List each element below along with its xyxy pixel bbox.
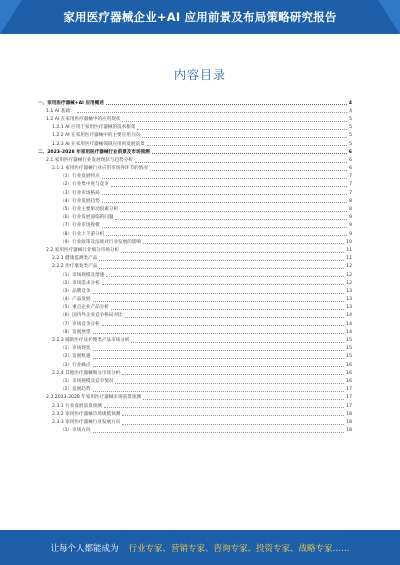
toc-entry-label: 1.2.1 AI 应用于家用医疗器械的技术框架 xyxy=(52,125,136,131)
toc-entry-page: 12 xyxy=(346,280,352,286)
toc-leader-dots xyxy=(120,210,347,212)
toc-entry-label: （2）发展机遇 xyxy=(60,354,91,360)
toc-entry[interactable] xyxy=(38,221,352,229)
toc-entry-page: 13 xyxy=(346,297,352,303)
toc-entry-label: 2.1 家用医疗器械行业发展现状与趋势分析 xyxy=(46,157,133,163)
toc-entry-page: 17 xyxy=(346,403,352,409)
toc-entry-label: （5）重点企业产品分析 xyxy=(60,305,109,311)
toc-entry-page: 15 xyxy=(346,354,352,360)
toc-entry[interactable] xyxy=(38,352,352,360)
toc-entry-page: 5 xyxy=(349,133,352,139)
toc-entry-label: 二、2023-2028 年家用医疗器械行业前景及市场预测 xyxy=(38,149,150,155)
toc-entry[interactable] xyxy=(38,188,352,196)
toc-leader-dots xyxy=(106,234,347,236)
toc-entry-label: （6）国内外企业竞争格局对比 xyxy=(60,313,123,319)
toc-entry[interactable] xyxy=(38,147,352,155)
toc-entry-label: （3）行业市场格局 xyxy=(60,190,100,196)
toc-entry-label: 1.1 AI 基础： xyxy=(46,108,75,114)
toc-entry-page: 12 xyxy=(346,272,352,278)
toc-leader-dots xyxy=(93,349,345,351)
toc-leader-dots xyxy=(143,398,344,400)
toc-entry-label: （8）行业上下游分析 xyxy=(60,231,105,237)
toc-entry[interactable] xyxy=(38,295,352,303)
toc-entry-page: 7 xyxy=(349,190,352,196)
toc-entry[interactable] xyxy=(38,327,352,335)
toc-entry-page: 8 xyxy=(349,207,352,213)
toc-entry[interactable] xyxy=(38,237,352,245)
toc-entry[interactable] xyxy=(38,319,352,327)
toc-entry-page: 18 xyxy=(346,419,352,425)
toc-leader-dots xyxy=(93,365,345,367)
toc-entry-page: 17 xyxy=(346,395,352,401)
toc-entry[interactable] xyxy=(38,303,352,311)
toc-entry[interactable] xyxy=(38,131,352,139)
toc-entry[interactable] xyxy=(38,270,352,278)
toc-entry[interactable] xyxy=(38,172,352,180)
toc-entry-page: 4 xyxy=(348,100,352,106)
toc-leader-dots xyxy=(142,136,347,138)
toc-entry-label: （1）市场现状 xyxy=(60,346,91,352)
toc-entry[interactable] xyxy=(38,139,352,147)
toc-entry[interactable] xyxy=(38,393,352,401)
toc-entry-page: 5 xyxy=(349,125,352,131)
toc-entry-page: 7 xyxy=(349,174,352,180)
toc-leader-dots xyxy=(102,177,347,179)
toc-entry[interactable] xyxy=(38,360,352,368)
toc-entry[interactable] xyxy=(38,262,352,270)
toc-leader-dots xyxy=(143,242,344,244)
toc-entry[interactable] xyxy=(38,98,352,106)
toc-leader-dots xyxy=(115,382,344,384)
report-header-bar xyxy=(0,0,400,34)
header-corner-decoration xyxy=(378,0,400,34)
toc-leader-dots xyxy=(102,283,344,285)
toc-entry[interactable] xyxy=(38,204,352,212)
footer-audience: 行业专家、营销专家、咨询专家、投资专家、战略专家…… xyxy=(128,543,350,554)
toc-entry-page: 18 xyxy=(346,411,352,417)
toc-entry[interactable] xyxy=(38,401,352,409)
toc-entry[interactable] xyxy=(38,196,352,204)
report-title: 家用医疗器械企业+AI 应用前景及布局策略研究报告 xyxy=(63,10,337,24)
toc-entry-label: 2.2.4 其他医疗器械细分市场分析 xyxy=(52,370,121,376)
toc-entry-page: 9 xyxy=(349,223,352,229)
toc-leader-dots xyxy=(122,423,344,425)
toc-entry-page: 9 xyxy=(349,215,352,221)
toc-entry-page: 16 xyxy=(346,370,352,376)
toc-entry[interactable] xyxy=(38,286,352,294)
toc-entry[interactable] xyxy=(38,376,352,384)
toc-entry[interactable] xyxy=(38,344,352,352)
toc-leader-dots xyxy=(106,103,347,105)
toc-entry-label: （1）市场规模及增速 xyxy=(60,272,105,278)
toc-leader-dots xyxy=(111,185,347,187)
toc-entry-label: 2.2.3 辅助医疗及护理类产品市场分析 xyxy=(52,338,130,344)
toc-entry-label: 2.3.3 家用医疗器械行业发展方向 xyxy=(52,419,121,425)
toc-entry-label: （1）市场方向 xyxy=(60,428,91,434)
toc-entry-label: 2.3.2 家用医疗器械市场规模预测 xyxy=(52,411,121,417)
footer-slogan: 让每个人都能成为 xyxy=(50,543,119,554)
toc-entry-page: 4 xyxy=(349,108,352,114)
toc-leader-dots xyxy=(122,414,344,416)
toc-leader-dots xyxy=(93,300,345,302)
toc-entry-page: 16 xyxy=(346,362,352,368)
toc-leader-dots xyxy=(102,193,347,195)
toc-entry-label: 2.3 2023-2028 年家用医疗器械市场前景预测 xyxy=(46,395,141,401)
toc-entry-page: 11 xyxy=(346,256,352,262)
toc-entry-label: 1.2.3 AI 在家用医疗器械领域应用的发展前景 xyxy=(52,141,145,147)
toc-leader-dots xyxy=(99,259,344,261)
toc-entry-label: （3）品牌竞争 xyxy=(60,288,91,294)
toc-entry[interactable] xyxy=(38,155,352,163)
toc-entry-page: 5 xyxy=(349,141,352,147)
toc-entry-page: 9 xyxy=(349,231,352,237)
toc-leader-dots xyxy=(93,431,345,433)
toc-entry-label: （2）市场需求分析 xyxy=(60,280,100,286)
toc-entry-page: 13 xyxy=(346,305,352,311)
toc-entry-label: （6）行业发展面临的问题 xyxy=(60,215,114,221)
toc-leader-dots xyxy=(102,201,347,203)
toc-entry-label: 一、家用医疗器械+AI 应用概述 xyxy=(38,100,104,106)
toc-entry[interactable] xyxy=(38,368,352,376)
toc-entry-label: （4）行业发展趋势 xyxy=(60,198,100,204)
footer-bar xyxy=(0,530,400,565)
toc-entry[interactable] xyxy=(38,245,352,253)
toc-leader-dots xyxy=(121,251,344,253)
toc-leader-dots xyxy=(122,373,344,375)
toc-entry-page: 15 xyxy=(346,338,352,344)
toc-entry-label: （1）行业发展特点 xyxy=(60,174,100,180)
toc-entry-label: （3）行业痛点 xyxy=(60,362,91,368)
toc-leader-dots xyxy=(137,128,347,130)
toc-entry-label: （2）发展趋势 xyxy=(60,387,91,393)
toc-entry-page: 14 xyxy=(346,321,352,327)
toc-entry-label: 2.3.1 行业发展前景预测 xyxy=(52,403,102,409)
toc-leader-dots xyxy=(93,292,345,294)
toc-leader-dots xyxy=(115,218,347,220)
toc-entry-label: （7）行业市场规模 xyxy=(60,223,100,229)
toc-entry-label: 2.1.1 家用医疗器械行业应用市场各环节的情况 xyxy=(52,166,148,172)
toc-entry-label: 2.2.2 治疗康复类产品 xyxy=(52,264,98,270)
toc-leader-dots xyxy=(93,357,345,359)
toc-entry-page: 11 xyxy=(346,247,352,253)
toc-leader-dots xyxy=(152,152,347,154)
toc-heading: 内容目录 xyxy=(173,68,226,82)
toc-entry-page: 18 xyxy=(346,428,352,434)
toc-entry-label: （1）市场规模及竞争情况 xyxy=(60,378,114,384)
toc-entry-label: （5）行业主要驱动因素分析 xyxy=(60,207,119,213)
toc-entry-label: （7）市场竞争分析 xyxy=(60,321,100,327)
toc-entry-page: 14 xyxy=(346,329,352,335)
toc-entry[interactable] xyxy=(38,426,352,434)
toc-entry[interactable] xyxy=(38,180,352,188)
toc-entry[interactable] xyxy=(38,335,352,343)
toc-entry[interactable] xyxy=(38,164,352,172)
toc-leader-dots xyxy=(150,169,347,171)
toc-leader-dots xyxy=(102,226,347,228)
toc-leader-dots xyxy=(122,120,347,122)
toc-entry-label: 2.2.1 健康监测类产品 xyxy=(52,256,98,262)
header-corner-decoration xyxy=(0,0,22,34)
toc-entry[interactable] xyxy=(38,278,352,286)
toc-entry-label: （9）行业政策及法规对行业发展的影响 xyxy=(60,239,142,245)
toc-leader-dots xyxy=(104,406,344,408)
toc-entry-page: 17 xyxy=(346,387,352,393)
toc-entry-page: 6 xyxy=(349,166,352,172)
toc-entry-page: 13 xyxy=(346,288,352,294)
toc-leader-dots xyxy=(77,111,348,113)
toc-entry[interactable] xyxy=(38,123,352,131)
toc-entry-page: 5 xyxy=(349,116,352,122)
toc-leader-dots xyxy=(125,316,344,318)
toc-leader-dots xyxy=(93,390,345,392)
toc-entry[interactable] xyxy=(38,229,352,237)
toc-entry-page: 8 xyxy=(349,198,352,204)
toc-leader-dots xyxy=(131,341,344,343)
toc-entry-label: （2）行业集中度与竞争 xyxy=(60,182,109,188)
toc-entry[interactable] xyxy=(38,213,352,221)
toc-leader-dots xyxy=(135,161,347,163)
toc-leader-dots xyxy=(111,308,344,310)
toc-entry[interactable] xyxy=(38,409,352,417)
toc-entry[interactable] xyxy=(38,114,352,122)
toc-entry-label: 2.2 家用医疗器械行业细分市场分析 xyxy=(46,247,120,253)
toc-entry-label: 1.2.2 AI 在家用医疗器械中的主要应用方向 xyxy=(52,133,141,139)
toc-entry-page: 10 xyxy=(346,239,352,245)
toc-entry-page: 12 xyxy=(346,264,352,270)
table-of-contents xyxy=(38,98,352,434)
toc-leader-dots xyxy=(102,324,344,326)
toc-entry-page: 7 xyxy=(349,182,352,188)
toc-entry-page: 6 xyxy=(348,149,352,155)
toc-entry-label: （4）产品发展 xyxy=(60,297,91,303)
toc-entry[interactable] xyxy=(38,417,352,425)
toc-entry-label: 1.2 AI 在家用医疗器械中的应用现状 xyxy=(46,116,121,122)
toc-leader-dots xyxy=(147,144,347,146)
toc-entry[interactable] xyxy=(38,385,352,393)
toc-entry-page: 15 xyxy=(346,346,352,352)
toc-entry[interactable] xyxy=(38,311,352,319)
toc-leader-dots xyxy=(106,275,344,277)
toc-entry-page: 6 xyxy=(349,157,352,163)
toc-entry[interactable] xyxy=(38,254,352,262)
toc-leader-dots xyxy=(99,267,344,269)
toc-entry[interactable] xyxy=(38,106,352,114)
toc-entry-page: 16 xyxy=(346,378,352,384)
toc-leader-dots xyxy=(93,332,345,334)
toc-entry-label: （8）发展展望 xyxy=(60,329,91,335)
toc-entry-page: 14 xyxy=(346,313,352,319)
